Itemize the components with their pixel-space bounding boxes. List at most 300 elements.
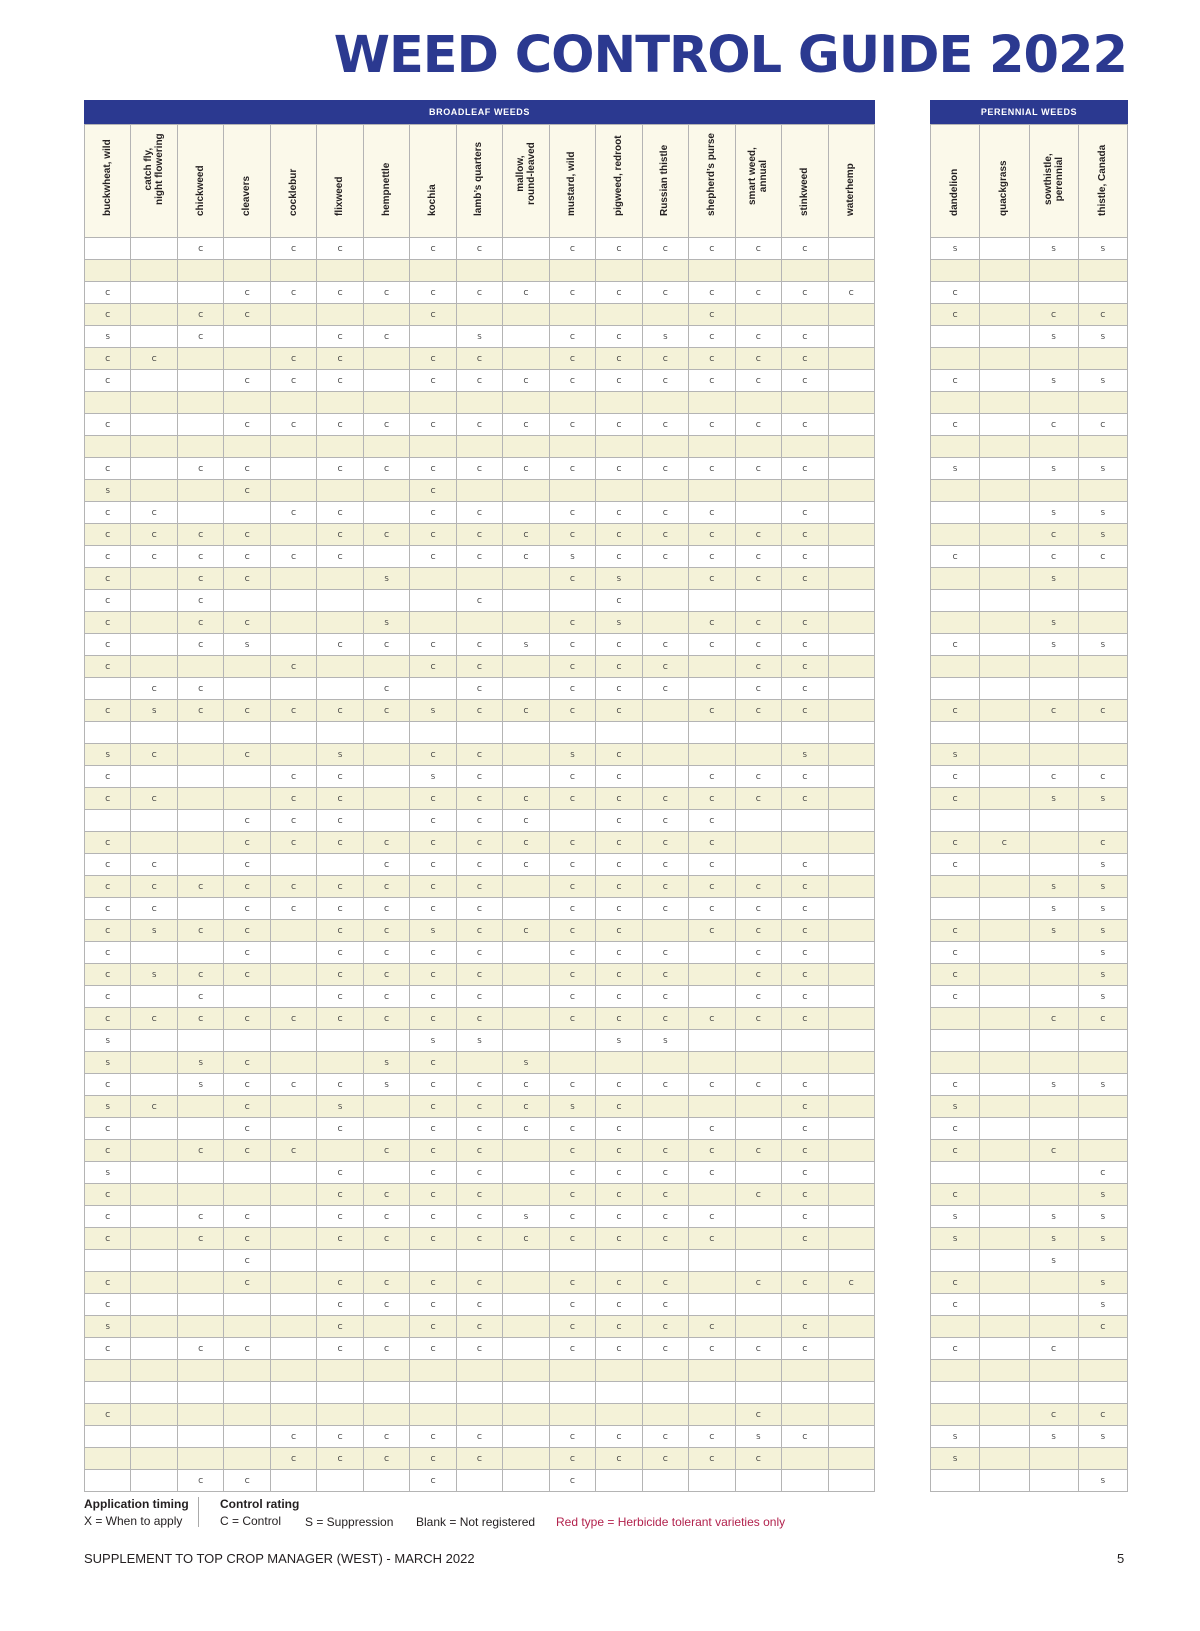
- perennial-rating-cell: [980, 326, 1029, 348]
- broadleaf-rating-cell: [270, 1338, 316, 1360]
- control-rating-c: C = Control: [220, 1514, 282, 1528]
- perennial-table-row: [931, 942, 1128, 964]
- perennial-rating-cell: S: [1029, 1074, 1078, 1096]
- perennial-rating-cell: C: [1029, 414, 1078, 436]
- broadleaf-rating-cell: C: [735, 546, 781, 568]
- broadleaf-rating-cell: C: [456, 1294, 502, 1316]
- broadleaf-rating-cell: C: [224, 876, 270, 898]
- perennial-rating-cell: [980, 1118, 1029, 1140]
- broadleaf-rating-cell: [410, 590, 456, 612]
- broadleaf-rating-cell: C: [85, 590, 131, 612]
- broadleaf-table-row: [85, 348, 875, 370]
- broadleaf-rating-cell: C: [549, 920, 595, 942]
- broadleaf-rating-cell: [270, 568, 316, 590]
- perennial-table-row: [931, 986, 1128, 1008]
- broadleaf-rating-cell: C: [177, 326, 223, 348]
- broadleaf-rating-cell: C: [549, 1426, 595, 1448]
- broadleaf-rating-cell: [642, 766, 688, 788]
- broadleaf-rating-cell: S: [456, 1030, 502, 1052]
- broadleaf-rating-cell: [177, 656, 223, 678]
- broadleaf-column-header: [549, 125, 595, 238]
- broadleaf-rating-cell: C: [642, 986, 688, 1008]
- perennial-rating-cell: C: [931, 1272, 980, 1294]
- perennial-rating-cell: C: [931, 920, 980, 942]
- broadleaf-rating-cell: [363, 546, 409, 568]
- broadleaf-rating-cell: [85, 1382, 131, 1404]
- broadleaf-rating-cell: [642, 304, 688, 326]
- broadleaf-rating-cell: C: [689, 524, 735, 546]
- broadleaf-column-label: cocklebur: [287, 168, 299, 216]
- broadleaf-rating-cell: [689, 964, 735, 986]
- broadleaf-rating-cell: [131, 1228, 177, 1250]
- perennial-rating-cell: [931, 898, 980, 920]
- broadleaf-rating-cell: [828, 414, 875, 436]
- broadleaf-rating-cell: C: [596, 788, 642, 810]
- broadleaf-rating-cell: C: [782, 568, 828, 590]
- perennial-rating-cell: S: [1078, 964, 1127, 986]
- broadleaf-rating-cell: C: [642, 810, 688, 832]
- broadleaf-rating-cell: [503, 612, 549, 634]
- perennial-rating-cell: S: [1029, 634, 1078, 656]
- broadleaf-rating-cell: C: [642, 1338, 688, 1360]
- broadleaf-rating-cell: C: [410, 458, 456, 480]
- broadleaf-rating-cell: C: [456, 238, 502, 260]
- broadleaf-rating-cell: [503, 1294, 549, 1316]
- broadleaf-rating-cell: [503, 1338, 549, 1360]
- broadleaf-rating-cell: [503, 722, 549, 744]
- broadleaf-column-header: [410, 125, 456, 238]
- broadleaf-rating-cell: C: [224, 832, 270, 854]
- perennial-rating-cell: [980, 1316, 1029, 1338]
- broadleaf-rating-cell: [270, 480, 316, 502]
- broadleaf-rating-cell: S: [85, 1162, 131, 1184]
- broadleaf-rating-cell: [828, 1008, 875, 1030]
- perennial-rating-cell: [931, 1008, 980, 1030]
- broadleaf-rating-cell: C: [642, 1426, 688, 1448]
- perennial-rating-cell: [1029, 1162, 1078, 1184]
- broadleaf-rating-cell: [828, 788, 875, 810]
- broadleaf-rating-cell: [363, 1404, 409, 1426]
- broadleaf-rating-cell: C: [85, 348, 131, 370]
- broadleaf-rating-cell: C: [85, 964, 131, 986]
- broadleaf-rating-cell: [503, 436, 549, 458]
- broadleaf-rating-cell: C: [503, 810, 549, 832]
- broadleaf-rating-cell: [828, 370, 875, 392]
- broadleaf-rating-cell: [270, 1030, 316, 1052]
- broadleaf-rating-cell: [224, 590, 270, 612]
- broadleaf-rating-cell: C: [503, 414, 549, 436]
- broadleaf-table-row: [85, 1052, 875, 1074]
- broadleaf-table-row: [85, 568, 875, 590]
- broadleaf-rating-cell: S: [782, 744, 828, 766]
- broadleaf-table-row: [85, 854, 875, 876]
- perennial-table-row: [931, 238, 1128, 260]
- broadleaf-rating-cell: C: [549, 458, 595, 480]
- broadleaf-rating-cell: [642, 1052, 688, 1074]
- broadleaf-rating-cell: C: [596, 1140, 642, 1162]
- perennial-rating-cell: [980, 590, 1029, 612]
- broadleaf-rating-cell: [503, 744, 549, 766]
- broadleaf-rating-cell: C: [782, 348, 828, 370]
- broadleaf-rating-cell: C: [689, 612, 735, 634]
- broadleaf-rating-cell: C: [549, 1272, 595, 1294]
- perennial-rating-cell: S: [1078, 920, 1127, 942]
- broadleaf-rating-cell: C: [735, 414, 781, 436]
- broadleaf-rating-cell: C: [689, 854, 735, 876]
- broadleaf-rating-cell: [177, 436, 223, 458]
- broadleaf-rating-cell: C: [410, 1140, 456, 1162]
- broadleaf-rating-cell: C: [549, 502, 595, 524]
- broadleaf-rating-cell: [828, 1228, 875, 1250]
- broadleaf-rating-cell: [224, 1162, 270, 1184]
- broadleaf-rating-cell: C: [224, 546, 270, 568]
- broadleaf-rating-cell: S: [363, 612, 409, 634]
- broadleaf-rating-cell: [131, 1316, 177, 1338]
- broadleaf-rating-cell: C: [596, 414, 642, 436]
- broadleaf-rating-cell: C: [224, 1470, 270, 1492]
- broadleaf-table-row: [85, 370, 875, 392]
- broadleaf-rating-cell: [689, 744, 735, 766]
- broadleaf-rating-cell: C: [456, 1140, 502, 1162]
- broadleaf-rating-cell: [782, 810, 828, 832]
- perennial-rating-cell: [1078, 744, 1127, 766]
- broadleaf-rating-cell: C: [549, 678, 595, 700]
- broadleaf-rating-cell: [828, 1206, 875, 1228]
- broadleaf-rating-cell: C: [270, 348, 316, 370]
- broadleaf-weeds-table: [84, 124, 875, 1492]
- broadleaf-rating-cell: C: [735, 678, 781, 700]
- broadleaf-rating-cell: C: [782, 1206, 828, 1228]
- broadleaf-table-row: [85, 1008, 875, 1030]
- perennial-rating-cell: [980, 898, 1029, 920]
- broadleaf-rating-cell: [503, 898, 549, 920]
- broadleaf-rating-cell: C: [177, 546, 223, 568]
- perennial-rating-cell: C: [1029, 1140, 1078, 1162]
- broadleaf-rating-cell: [85, 678, 131, 700]
- perennial-table-row: [931, 722, 1128, 744]
- broadleaf-rating-cell: [177, 1184, 223, 1206]
- broadleaf-rating-cell: S: [85, 1096, 131, 1118]
- perennial-rating-cell: S: [1078, 1294, 1127, 1316]
- broadleaf-rating-cell: C: [642, 1184, 688, 1206]
- broadleaf-rating-cell: C: [85, 1074, 131, 1096]
- broadleaf-rating-cell: [224, 502, 270, 524]
- broadleaf-rating-cell: [270, 590, 316, 612]
- broadleaf-rating-cell: [735, 854, 781, 876]
- broadleaf-rating-cell: S: [410, 920, 456, 942]
- broadleaf-rating-cell: [782, 1294, 828, 1316]
- broadleaf-rating-cell: C: [642, 942, 688, 964]
- broadleaf-rating-cell: S: [317, 744, 363, 766]
- broadleaf-rating-cell: [828, 1338, 875, 1360]
- broadleaf-rating-cell: C: [177, 678, 223, 700]
- broadleaf-table-row: [85, 766, 875, 788]
- broadleaf-rating-cell: C: [689, 700, 735, 722]
- broadleaf-rating-cell: C: [456, 876, 502, 898]
- broadleaf-table-row: [85, 876, 875, 898]
- broadleaf-rating-cell: C: [642, 1008, 688, 1030]
- perennial-column-label: dandelion: [949, 168, 961, 216]
- broadleaf-rating-cell: C: [131, 348, 177, 370]
- broadleaf-rating-cell: [131, 414, 177, 436]
- broadleaf-rating-cell: C: [224, 1228, 270, 1250]
- broadleaf-rating-cell: [456, 1360, 502, 1382]
- broadleaf-rating-cell: C: [131, 524, 177, 546]
- broadleaf-rating-cell: C: [410, 348, 456, 370]
- broadleaf-rating-cell: [270, 1272, 316, 1294]
- broadleaf-rating-cell: [363, 766, 409, 788]
- broadleaf-rating-cell: C: [642, 502, 688, 524]
- broadleaf-rating-cell: C: [410, 744, 456, 766]
- broadleaf-rating-cell: C: [224, 1008, 270, 1030]
- broadleaf-rating-cell: S: [503, 1206, 549, 1228]
- broadleaf-rating-cell: C: [782, 326, 828, 348]
- broadleaf-rating-cell: C: [317, 546, 363, 568]
- broadleaf-rating-cell: [735, 722, 781, 744]
- broadleaf-rating-cell: C: [689, 766, 735, 788]
- perennial-rating-cell: [980, 722, 1029, 744]
- perennial-rating-cell: [931, 260, 980, 282]
- broadleaf-rating-cell: C: [642, 656, 688, 678]
- broadleaf-rating-cell: C: [363, 964, 409, 986]
- broadleaf-rating-cell: C: [410, 832, 456, 854]
- broadleaf-rating-cell: [363, 1382, 409, 1404]
- perennial-rating-cell: [980, 348, 1029, 370]
- broadleaf-rating-cell: C: [735, 1140, 781, 1162]
- broadleaf-column-header: [363, 125, 409, 238]
- broadleaf-rating-cell: [689, 436, 735, 458]
- broadleaf-rating-cell: C: [363, 898, 409, 920]
- broadleaf-rating-cell: C: [735, 656, 781, 678]
- broadleaf-rating-cell: C: [596, 656, 642, 678]
- broadleaf-rating-cell: S: [131, 920, 177, 942]
- broadleaf-rating-cell: C: [549, 656, 595, 678]
- broadleaf-rating-cell: C: [131, 898, 177, 920]
- perennial-rating-cell: C: [1029, 304, 1078, 326]
- broadleaf-rating-cell: C: [642, 1206, 688, 1228]
- broadleaf-column-label: pigweed, redroot: [612, 135, 624, 216]
- perennial-rating-cell: [1078, 282, 1127, 304]
- broadleaf-rating-cell: [270, 612, 316, 634]
- broadleaf-rating-cell: C: [177, 568, 223, 590]
- perennial-rating-cell: [980, 744, 1029, 766]
- broadleaf-rating-cell: [689, 392, 735, 414]
- perennial-rating-cell: [980, 1074, 1029, 1096]
- broadleaf-rating-cell: [689, 1294, 735, 1316]
- broadleaf-table-row: [85, 1338, 875, 1360]
- broadleaf-column-header: [224, 125, 270, 238]
- broadleaf-rating-cell: [642, 392, 688, 414]
- broadleaf-rating-cell: [828, 348, 875, 370]
- broadleaf-table-row: [85, 1228, 875, 1250]
- broadleaf-rating-cell: C: [410, 942, 456, 964]
- broadleaf-rating-cell: C: [410, 480, 456, 502]
- broadleaf-rating-cell: [596, 1382, 642, 1404]
- broadleaf-rating-cell: [503, 1140, 549, 1162]
- broadleaf-rating-cell: C: [642, 282, 688, 304]
- broadleaf-rating-cell: C: [410, 634, 456, 656]
- broadleaf-rating-cell: [596, 722, 642, 744]
- perennial-rating-cell: [1078, 1052, 1127, 1074]
- broadleaf-rating-cell: C: [456, 1074, 502, 1096]
- broadleaf-rating-cell: C: [317, 326, 363, 348]
- broadleaf-rating-cell: [224, 1360, 270, 1382]
- broadleaf-rating-cell: C: [456, 744, 502, 766]
- application-timing-title: Application timing: [84, 1497, 189, 1511]
- perennial-rating-cell: S: [1029, 1250, 1078, 1272]
- broadleaf-rating-cell: [549, 260, 595, 282]
- perennial-rating-cell: [1078, 1096, 1127, 1118]
- broadleaf-rating-cell: C: [410, 1074, 456, 1096]
- broadleaf-rating-cell: [689, 1052, 735, 1074]
- broadleaf-rating-cell: C: [503, 920, 549, 942]
- broadleaf-rating-cell: C: [782, 766, 828, 788]
- broadleaf-rating-cell: [503, 1360, 549, 1382]
- perennial-rating-cell: [1029, 1184, 1078, 1206]
- perennial-rating-cell: S: [1078, 1206, 1127, 1228]
- broadleaf-rating-cell: [131, 1118, 177, 1140]
- broadleaf-rating-cell: C: [410, 1118, 456, 1140]
- broadleaf-rating-cell: [177, 854, 223, 876]
- perennial-table-row: [931, 590, 1128, 612]
- broadleaf-rating-cell: [689, 1404, 735, 1426]
- broadleaf-rating-cell: C: [689, 282, 735, 304]
- broadleaf-rating-cell: [177, 392, 223, 414]
- broadleaf-rating-cell: [689, 986, 735, 1008]
- perennial-table-row: [931, 370, 1128, 392]
- broadleaf-rating-cell: C: [596, 964, 642, 986]
- broadleaf-rating-cell: C: [549, 1162, 595, 1184]
- broadleaf-rating-cell: C: [224, 810, 270, 832]
- broadleaf-rating-cell: S: [224, 634, 270, 656]
- broadleaf-rating-cell: C: [131, 502, 177, 524]
- broadleaf-rating-cell: [828, 876, 875, 898]
- broadleaf-rating-cell: [735, 1052, 781, 1074]
- perennial-table-row: [931, 1448, 1128, 1470]
- broadleaf-rating-cell: [270, 1404, 316, 1426]
- broadleaf-rating-cell: C: [735, 700, 781, 722]
- perennial-table-row: [931, 1360, 1128, 1382]
- broadleaf-rating-cell: S: [549, 744, 595, 766]
- broadleaf-rating-cell: [270, 1316, 316, 1338]
- broadleaf-rating-cell: [363, 788, 409, 810]
- perennial-table-row: [931, 898, 1128, 920]
- broadleaf-rating-cell: [503, 260, 549, 282]
- broadleaf-rating-cell: [642, 920, 688, 942]
- broadleaf-rating-cell: [642, 744, 688, 766]
- broadleaf-rating-cell: C: [317, 458, 363, 480]
- broadleaf-rating-cell: [828, 854, 875, 876]
- perennial-rating-cell: [931, 524, 980, 546]
- broadleaf-rating-cell: [270, 260, 316, 282]
- broadleaf-rating-cell: C: [410, 1316, 456, 1338]
- broadleaf-rating-cell: S: [363, 1052, 409, 1074]
- broadleaf-column-header: [782, 125, 828, 238]
- broadleaf-rating-cell: C: [85, 304, 131, 326]
- broadleaf-rating-cell: [782, 1382, 828, 1404]
- broadleaf-rating-cell: [828, 1316, 875, 1338]
- broadleaf-rating-cell: [689, 260, 735, 282]
- broadleaf-rating-cell: C: [456, 678, 502, 700]
- broadleaf-rating-cell: [456, 1404, 502, 1426]
- broadleaf-rating-cell: [596, 1052, 642, 1074]
- perennial-rating-cell: [1078, 480, 1127, 502]
- perennial-rating-cell: [980, 964, 1029, 986]
- perennial-table-row: [931, 1294, 1128, 1316]
- perennial-rating-cell: S: [1078, 788, 1127, 810]
- perennial-rating-cell: [931, 1470, 980, 1492]
- perennial-table-row: [931, 876, 1128, 898]
- broadleaf-rating-cell: C: [410, 304, 456, 326]
- perennial-rating-cell: [1078, 392, 1127, 414]
- broadleaf-rating-cell: C: [456, 854, 502, 876]
- perennial-rating-cell: S: [931, 458, 980, 480]
- broadleaf-rating-cell: C: [410, 898, 456, 920]
- perennial-rating-cell: [980, 986, 1029, 1008]
- broadleaf-rating-cell: S: [317, 1096, 363, 1118]
- broadleaf-rating-cell: C: [363, 282, 409, 304]
- broadleaf-rating-cell: [131, 766, 177, 788]
- broadleaf-rating-cell: C: [410, 524, 456, 546]
- broadleaf-rating-cell: [85, 392, 131, 414]
- application-timing-legend: [84, 1497, 189, 1528]
- broadleaf-rating-cell: C: [596, 1426, 642, 1448]
- perennial-rating-cell: C: [931, 304, 980, 326]
- broadleaf-rating-cell: C: [270, 832, 316, 854]
- perennial-rating-cell: [931, 480, 980, 502]
- perennial-rating-cell: [1029, 1272, 1078, 1294]
- broadleaf-rating-cell: C: [177, 1338, 223, 1360]
- broadleaf-rating-cell: [503, 1404, 549, 1426]
- broadleaf-rating-cell: C: [85, 942, 131, 964]
- broadleaf-rating-cell: C: [549, 1140, 595, 1162]
- broadleaf-rating-cell: C: [224, 898, 270, 920]
- broadleaf-rating-cell: C: [363, 1008, 409, 1030]
- broadleaf-rating-cell: C: [503, 282, 549, 304]
- broadleaf-rating-cell: [782, 590, 828, 612]
- perennial-rating-cell: [931, 1162, 980, 1184]
- broadleaf-rating-cell: [270, 326, 316, 348]
- broadleaf-rating-cell: [828, 1448, 875, 1470]
- broadleaf-rating-cell: [689, 480, 735, 502]
- broadleaf-table-row: [85, 458, 875, 480]
- broadleaf-rating-cell: [177, 1316, 223, 1338]
- broadleaf-rating-cell: [549, 1250, 595, 1272]
- broadleaf-rating-cell: C: [270, 898, 316, 920]
- broadleaf-rating-cell: C: [782, 1162, 828, 1184]
- broadleaf-rating-cell: C: [85, 568, 131, 590]
- perennial-rating-cell: S: [1029, 326, 1078, 348]
- broadleaf-rating-cell: [270, 920, 316, 942]
- perennial-column-header: [1078, 125, 1127, 238]
- broadleaf-rating-cell: [642, 1404, 688, 1426]
- broadleaf-rating-cell: C: [596, 876, 642, 898]
- broadleaf-rating-cell: [410, 1404, 456, 1426]
- broadleaf-rating-cell: C: [503, 524, 549, 546]
- broadleaf-rating-cell: [85, 1250, 131, 1272]
- broadleaf-rating-cell: C: [596, 766, 642, 788]
- broadleaf-column-header: [177, 125, 223, 238]
- broadleaf-rating-cell: C: [410, 986, 456, 1008]
- broadleaf-rating-cell: [503, 986, 549, 1008]
- broadleaf-rating-cell: C: [549, 1316, 595, 1338]
- broadleaf-rating-cell: C: [642, 414, 688, 436]
- broadleaf-rating-cell: C: [689, 1118, 735, 1140]
- broadleaf-rating-cell: [503, 1008, 549, 1030]
- broadleaf-rating-cell: S: [85, 480, 131, 502]
- broadleaf-rating-cell: C: [735, 942, 781, 964]
- broadleaf-rating-cell: C: [549, 414, 595, 436]
